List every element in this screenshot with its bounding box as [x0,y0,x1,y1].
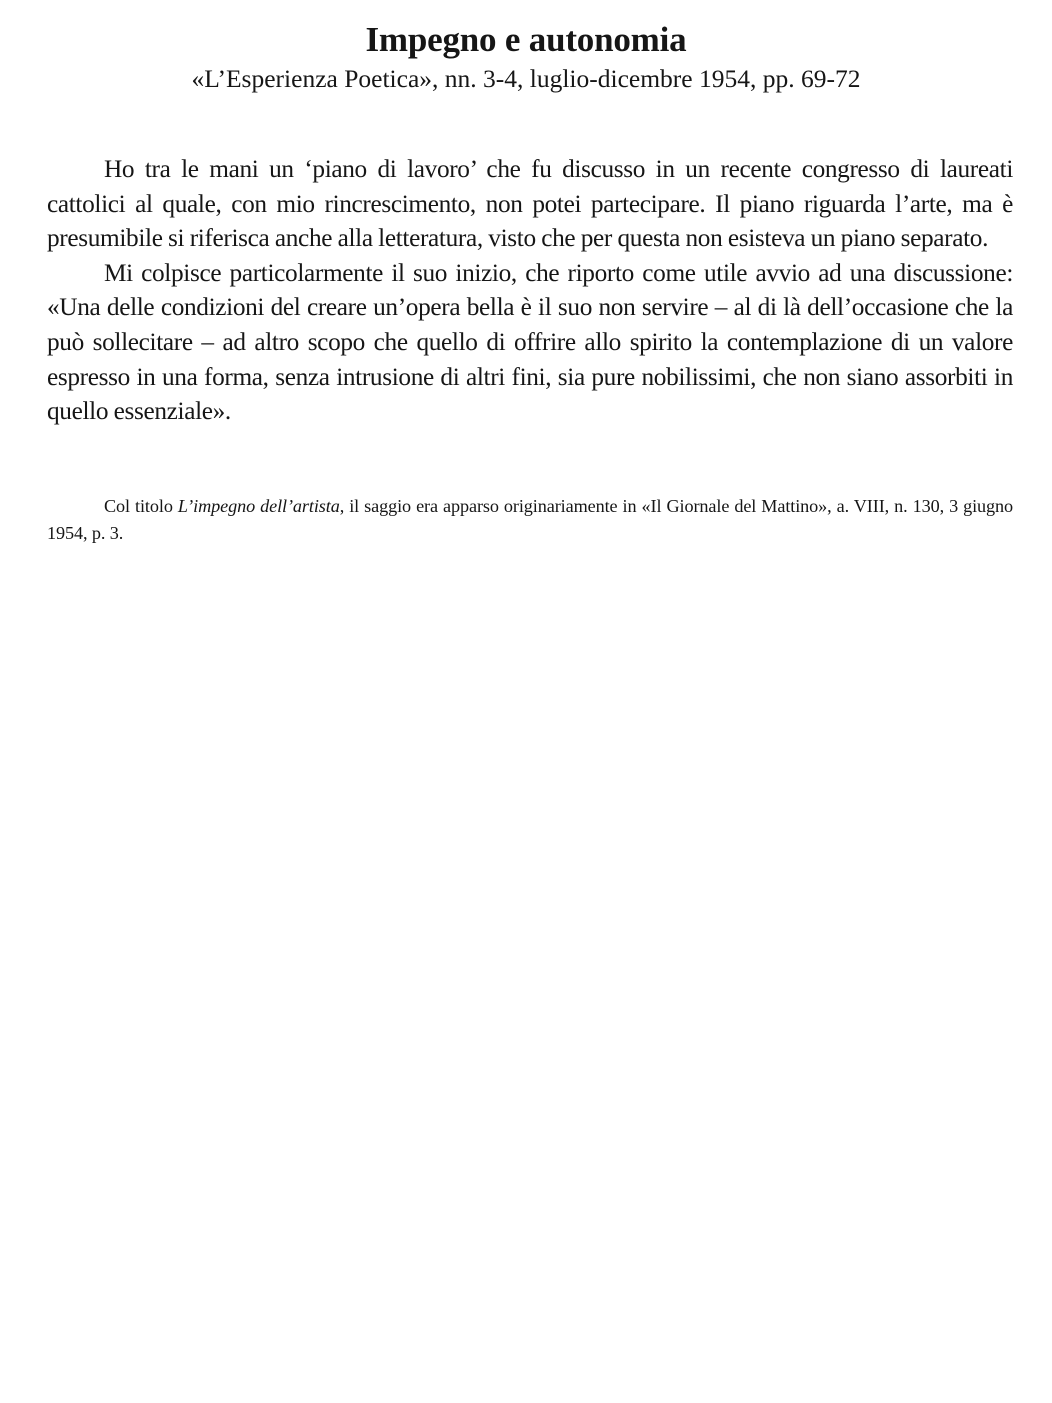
paragraph: Mi colpisce particolarmente il suo inizio, che riporto come utile avvio ad una discussione: «Una delle condizioni del creare un’opera bella è il suo non servire – al di là dell’occasione che la può sollecitare – ad altro scopo che quello di offrire allo spirito la contemplazione di un valore espresso in una forma, senza intrusione di altri fini, sia pure nobilissimi, che non siano assorbiti in quello essenziale». [47,258,1013,426]
footnote-suffix: , il saggio era apparso originariamente in «Il Giornale del Mattino», a. VIII, n. 130, 3 giugno 1954, p. 3. [47,496,1014,543]
paragraph: Ho tra le mani un ‘piano di lavoro’ che fu discusso in un recente congresso di laureati cattolici al quale, con mio rincrescimento, non potei partecipare. Il piano riguarda l’arte, ma è presumibile si riferisca anche alla letteratura, visto che per questa non esisteva un piano separato. [47,155,1013,253]
footnote-text [47,493,1013,547]
footnote [47,493,1013,547]
page-title: Impegno e autonomia [365,20,687,59]
body-text [47,152,1013,429]
footnote-italic-title: L’impegno dell’artista [177,496,340,516]
source-citation: «L’Esperienza Poetica», nn. 3-4, luglio-dicembre 1954, pp. 69-72 [191,64,861,93]
footnote-prefix: Col titolo [104,496,178,516]
